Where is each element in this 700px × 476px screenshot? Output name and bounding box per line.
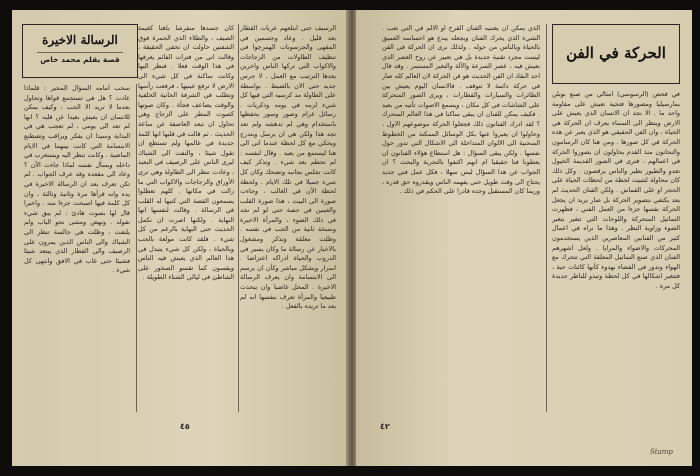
title-underline [37, 52, 123, 53]
story-title: الرسالة الاخيرة [42, 33, 118, 47]
right-page-number: ٤٢ [380, 422, 390, 431]
right-title-box [552, 24, 680, 84]
left-divider-1 [238, 24, 239, 412]
right-col-left [382, 24, 540, 412]
corner-stamp: Stamp [650, 448, 673, 456]
left-page-number: ٤٥ [180, 422, 190, 431]
left-col-right-text: الرسيف حتى ابتلعهم عربات القطار بعد قليل . وعاد وجسمين في المقهى والجرسونات الهمرجوا في تنظيف الطاولات من الزجاجات والاكواب التي تركها الناس واخرين يعدها الترتيب مع العمل . لا جرس جديد حتى الان بالضبط . بواسطة على الطاولة مد كرسيه التي فيها كل شيء لزمه في يومه وذكريات . رسائل غرام وصور وسور يحفظها باستخدام وهي لم تدهشه ولم تعد تجد هذا ولكن هي ان يرسل وبتدرج ويحكي مع كل لحظة عندما اتى الى هنا ليستمع من بعيد . وقال لنفسه : لم تحطم بعد شيء . وتذكر كيف كانت تجلس بجانبه وتضحك وكان كل شيء جميلا في تلك الايام . ولحظة لحظة الآن في الغالب ، وجاءت صورة الى البيت ، هذا صورة القلب والعينين في حصة حتى لو لم نجد في ذلك الضوء ، والمرأة الاخيرة ونسخة ثانية من الحب في نفسه . وظلت معلقة وتذكر ومشغول بالاخبار عن رسالة ما وكان يسير في الدروب والحياة ادراكه اعتراضا . اسرار وبشكل مباشر وكأن ان يرسم الى الابتسامة وان يعرف الرسالة الاخيرة . المحل غاضبا وان يتحدث طبيعيا والمرأة تعرف بنفسها انه لم يعد ما تريده بالفعل . [240, 24, 336, 311]
left-col-left-text: سحب امامه السؤال المحير : فلماذا عادت ؟ هل هي تستجمع قواها وتحاول بعدما لا تريد الا الحب ، وكيف يمكن للانسان ان يعيش بعيدا عن قلبه ؟ انها لم تعد الى يومي ، لم تعجب هي في البداية وسيدا ان يفكر ويراقب وتصطنع الابتسامة التي كانت بينهما في الايام الماضية . وكانت تنظر اليه ويستغرب في داخله ويسأل نفسه لماذا جاءت الآن ؟ وعاد الى مقعده وقد عرف الجواب . لم تكن تعرف بعد ان الرسالة الاخيرة في يده وانه قرأها مرة وثانية وثالثة ، وان كل كلمة فيها اصبحت جزءا منه . واخيرا قال لها بصوت هادئ : لم يبق شيء نقوله . ونهض ومشى نحو الباب ولم يلتفت ، وظلت هي جالسة تنظر الى الشباك والى الناس الذين يمرون على الرصيف والى القطار الذي يبتعد شيئا فشيئا حتى غاب في الافق وانتهى كل شيء . [24, 84, 130, 275]
right-divider [546, 24, 547, 412]
left-page [12, 10, 348, 466]
left-col-mid [138, 24, 234, 412]
left-title-box [22, 24, 138, 78]
right-col-right-text: في فحص (الرسوسي) امثالي من صنع نوبلن بمارسيليا ومصورها فتحية تعيش على مقاومة واحد ما . الا نجد ان الانسان الذي يعيش على الارض وينظر الى السماء يعرف ان الحركة هي الحياة ، وان الفن الحقيقي هو الذي يعبر عن هذه الحركة في كل صورها . ومن هنا كان الرسامون والنحاتون منذ القدم يحاولون ان يصوروا الحركة في اعمالهم ، فنرى في الصور القديمة الخيول تعدو والطيور تطير والناس يرقصون . وكل ذلك كان محاولة لتثبيت لحظة من لحظات الحياة على الحجر او على القماش . ولكن الفنان الحديث لم يعد يكتفي بتصوير الحركة بل صار يريد ان يجعل الحركة نفسها جزءا من العمل الفني ، فظهرت التماثيل المتحركة واللوحات التي تتغير بتغير الضوء وزاوية النظر . وهذا ما نراه في اعمال كثير من الفنانين المعاصرين الذين يستخدمون المحركات والاضواء والمرايا . ولعل اشهرهم الفنان الذي صنع التماثيل المعلقة التي تتحرك مع الهواء وتدور في الفضاء بهدوء كأنها كائنات حية ، فتتغير اشكالها في كل لحظة وتبدو للناظر جديدة كل مرة . [552, 90, 680, 290]
left-col-left [24, 84, 130, 412]
right-col-left-text: الذي يمكن ان يعتنيه الفنان القرح او الالم في التي تعب . الشيء الذي يحرك الفنان ويجعله يبدع هو احساسه العميق بالحياة وبالناس من حوله . ولذلك نرى ان الحركة في الفن ليست مجرد تقنية جديدة بل هي تعبير عن روح العصر الذي نعيش فيه ، عصر السرعة والآلة والتغير المستمر . وقد قال احد النقاد ان الفن الحديث هو فن الحركة لان العالم كله صار في حركة دائمة لا تتوقف . فالانسان اليوم يعيش بين الطائرات والسيارات والقطارات ، ويرى الصور المتحركة على الشاشات في كل مكان ، ويسمع الاصوات تأتيه من بعيد . فكيف يمكن للفنان ان يبقى ساكنا في هذا العالم المتحرك ؟ لقد ادرك الفنانون ذلك فجعلوا الحركة موضوعهم الاول ، وحاولوا ان يعبروا عنها بكل الوسائل الممكنة من الخطوط المنحنية الى الالوان المتداخلة الى الاشكال التي تدور حول نفسها . ولكن يبقى السؤال : هل استطاع هؤلاء الفنانون ان يعطونا فنا حقيقيا ام انهم اكتفوا بالتجربة والبحث ؟ ان الجواب عن هذا السؤال ليس سهلا ، فكل عمل فني جديد يحتاج الى وقت طويل حتى يفهمه الناس ويقدروه حق قدره ، وربما كان المستقبل وحده قادرا على الحكم في ذلك . [382, 24, 540, 196]
article-title: الحركة في الفن [566, 44, 666, 62]
left-col-mid-text: كان جسدها منفرشا باهتا كغيمة الصيف ، والطلاء الذي الحمرة فوق الشفتين حاولت ان تخفي الحقيقة ، وقالت اني من فترات الفائم يعرفها في هذا الوقت فعلا . فنظر اليها وكانت ساكنة في كل شيء الى الارض لا ترفع عينيها ، فرفعت رأسها وتطلب في الشرفة الحانية الخلفية والوقت يضاعف فجأة . وكان صوتها كصوت المطر على الزجاج وهي تحاول ان تبعد العاصفة عن ساعة الحديث . ثم قالت في قلبها انها كلمة جديدة في عالمها ولم تستطع ان تقول شيئا ، والتفت الى الشباك ليرى الناس على الرصيف في البعيد ، وعادت تنظر الى الطاولة وهي ترى الأوراق والزجاجات والاكواب التي ما زالت في مكانها . كلهم تعطلوا يسمعون القصة التي كتبها له القلب في الرسالة . وقالت لنفسها انها النهاية . ولكنها اصرت ان تكمل الحديث حتى النهاية بالرغم من كل شيء . فلقد كانت مولعة بالحب وبالحياة ، ولكن كل شيء يتبدل في هذا العالم الذي يعيش فيه الناس ويقسون كما تقسو الصخور على الشاطئ في ليالي الشتاء الطويلة . [138, 24, 234, 282]
story-byline: قصة بقلم محمد خاص [40, 55, 120, 64]
left-col-right [240, 24, 336, 412]
magazine-spread [12, 10, 692, 466]
right-page [356, 10, 692, 466]
right-col-right [552, 90, 680, 412]
left-divider-2 [136, 84, 137, 412]
